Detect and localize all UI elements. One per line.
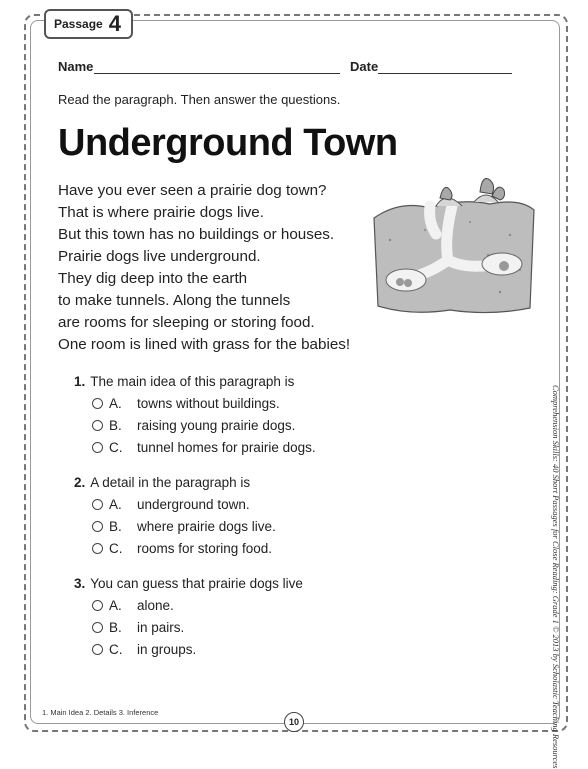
copyright-sidebar: Comprehension Skills: 40 Short Passages for Close Reading: Grade 1 © 2013 by Scholastic Teaching Resources <box>551 385 561 769</box>
answer-option[interactable]: B. in pairs. <box>92 616 316 638</box>
answer-option[interactable]: C. tunnel homes for prairie dogs. <box>92 436 316 458</box>
radio-icon[interactable] <box>92 644 103 655</box>
question-stem: The main idea of this paragraph is <box>90 373 295 389</box>
paragraph-line: That is where prairie dogs live. <box>58 204 264 221</box>
paragraph-line: They dig deep into the earth <box>58 270 248 287</box>
question-1 <box>74 370 316 458</box>
question-stem: A detail in the paragraph is <box>90 474 251 490</box>
radio-icon[interactable] <box>92 622 103 633</box>
answer-option[interactable]: B. raising young prairie dogs. <box>92 414 316 436</box>
instructions: Read the paragraph. Then answer the questions. <box>58 92 341 107</box>
paragraph-line: One room is lined with grass for the babies! <box>58 336 351 353</box>
paragraph-line: Prairie dogs live underground. <box>58 248 261 265</box>
question-number: 2. <box>74 474 86 490</box>
radio-icon[interactable] <box>92 420 103 431</box>
answer-option[interactable]: A. towns without buildings. <box>92 392 316 414</box>
answer-option[interactable]: C. in groups. <box>92 638 316 660</box>
question-3 <box>74 572 316 660</box>
radio-icon[interactable] <box>92 398 103 409</box>
passage-number: 4 <box>108 11 121 36</box>
question-stem: You can guess that prairie dogs live <box>90 575 303 591</box>
questions-section <box>74 370 316 673</box>
passage-label: Passage <box>54 17 103 31</box>
radio-icon[interactable] <box>92 600 103 611</box>
prairie-dog-burrow-illustration-icon <box>370 160 538 318</box>
date-field[interactable] <box>378 73 512 74</box>
page-title: Underground Town <box>58 122 398 164</box>
reading-paragraph <box>58 180 350 356</box>
question-number: 3. <box>74 575 86 591</box>
paragraph-line: to make tunnels. Along the tunnels <box>58 292 291 309</box>
paragraph-line: But this town has no buildings or houses. <box>58 226 335 243</box>
page-number: 10 <box>284 712 304 732</box>
question-number: 1. <box>74 373 86 389</box>
radio-icon[interactable] <box>92 521 103 532</box>
date-label: Date <box>350 59 379 74</box>
name-label: Name <box>58 59 94 74</box>
answer-option[interactable]: C. rooms for storing food. <box>92 537 316 559</box>
answer-option[interactable]: A. underground town. <box>92 493 316 515</box>
paragraph-line: are rooms for sleeping or storing food. <box>58 314 315 331</box>
answer-option[interactable]: A. alone. <box>92 594 316 616</box>
footer-skills: 1. Main Idea 2. Details 3. Inference <box>42 708 159 717</box>
question-2 <box>74 471 316 559</box>
paragraph-line: Have you ever seen a prairie dog town? <box>58 182 327 199</box>
name-date-row <box>58 57 518 77</box>
passage-tag <box>44 9 133 39</box>
answer-option[interactable]: B. where prairie dogs live. <box>92 515 316 537</box>
radio-icon[interactable] <box>92 442 103 453</box>
radio-icon[interactable] <box>92 499 103 510</box>
radio-icon[interactable] <box>92 543 103 554</box>
name-field[interactable] <box>94 73 340 74</box>
